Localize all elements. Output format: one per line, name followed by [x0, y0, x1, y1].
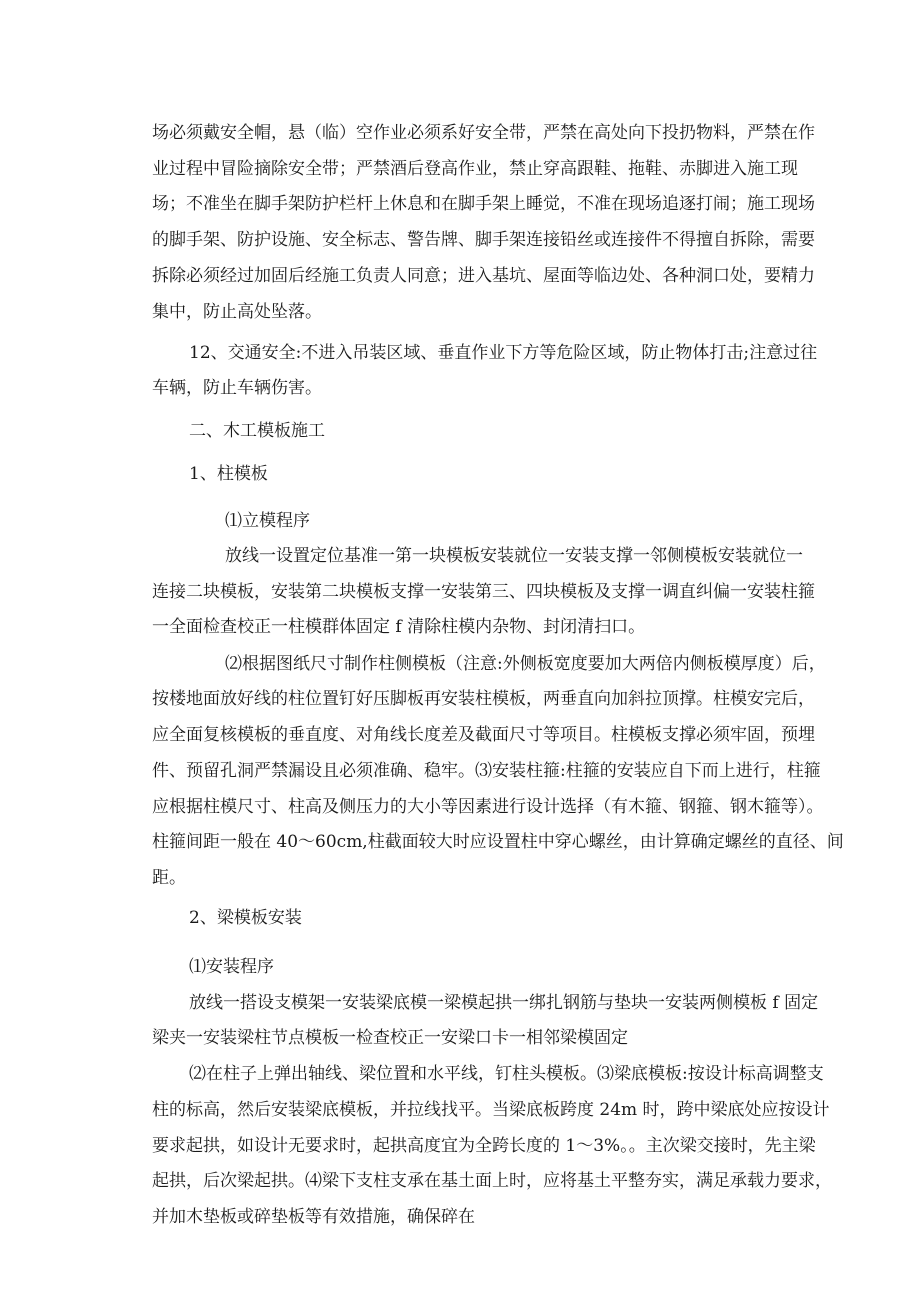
text-line: ⑵在柱子上弹出轴线、梁位置和水平线，钉柱头模板。⑶梁底模板:按设计标高调整支 — [189, 1064, 824, 1084]
text-line: 连接二块模板，安装第二块模板支撑一安装第三、四块模板及支撑一调直纠偏一安装柱箍 — [152, 582, 815, 602]
text-line: 按楼地面放好线的柱位置钉好压脚板再安装柱模板，两垂直向加斜拉顶撑。柱模安完后， — [152, 689, 815, 709]
text-line: 车辆，防止车辆伤害。 — [152, 378, 322, 398]
text-line: 柱箍间距一般在 40～60cm,柱截面较大时应设置柱中穿心螺丝，由计算确定螺丝的直径、间 — [152, 832, 844, 852]
text-line: 一全面检查校正一柱模群体固定 f 清除柱模内杂物、封闭清扫口。 — [152, 617, 646, 637]
text-line: 要求起拱，如设计无要求时，起拱高度宜为全跨长度的 1～3%。。主次梁交接时，先主梁 — [152, 1136, 816, 1156]
text-line: 梁夹一安装梁柱节点模板一检查校正一安梁口卡一相邻梁模固定 — [152, 1028, 628, 1048]
text-line: 的脚手架、防护设施、安全标志、警告牌、脚手架连接铅丝或连接件不得擅自拆除，需要 — [152, 230, 815, 250]
text-line: 应根据柱模尺寸、柱高及侧压力的大小等因素进行设计选择（有木箍、钢箍、钢木箍等）。 — [152, 797, 824, 817]
text-line: 应全面复核模板的垂直度、对角线长度差及截面尺寸等项目。柱模板支撑必须牢固，预埋 — [152, 725, 815, 745]
item-heading: ⑴立模程序 — [225, 511, 310, 531]
text-line: 并加木垫板或碎垫板等有效措施，确保碎在 — [152, 1207, 475, 1227]
text-line: 件、预留孔洞严禁漏设且必须准确、稳牢。⑶安装柱箍:柱箍的安装应自下而上进行，柱箍 — [152, 761, 821, 781]
subsection-heading: 1、柱模板 — [189, 464, 268, 484]
text-line: 放线一搭设支模架一安装梁底模一梁模起拱一绑扎钢筋与垫块一安装两侧模板 f 固定 — [189, 993, 819, 1013]
text-line: 起拱，后次梁起拱。⑷梁下支柱支承在基土面上时，应将基土平整夯实，满足承载力要求， — [152, 1171, 832, 1191]
text-line: 柱的标高，然后安装梁底模板，并拉线找平。当梁底板跨度 24m 时，跨中梁底处应按设计 — [152, 1100, 830, 1120]
text-line: 拆除必须经过加固后经施工负责人同意；进入基坑、屋面等临边处、各种洞口处，要精力 — [152, 266, 815, 286]
text-line: 放线一设置定位基准一第一块模板安装就位一安装支撑一邻侧模板安装就位一 — [225, 546, 803, 566]
text-line: 场必须戴安全帽，悬（临）空作业必须系好安全带，严禁在高处向下投扔物料，严禁在作 — [152, 123, 815, 143]
item-heading: ⑴安装程序 — [189, 957, 274, 977]
text-line: ⑵根据图纸尺寸制作柱侧模板（注意:外侧板宽度要加大两倍内侧板模厚度）后， — [225, 654, 826, 674]
section-heading: 二、木工模板施工 — [189, 421, 325, 441]
text-line: 业过程中冒险摘除安全带；严禁酒后登高作业，禁止穿高跟鞋、拖鞋、赤脚进入施工现 — [152, 159, 798, 179]
subsection-heading: 2、梁模板安装 — [189, 908, 302, 928]
text-line: 距。 — [152, 868, 186, 888]
text-line: 12、交通安全:不进入吊装区域、垂直作业下方等危险区域，防止物体打击;注意过往 — [189, 343, 818, 363]
text-line: 场；不准坐在脚手架防护栏杆上休息和在脚手架上睡觉，不准在现场追逐打闹；施工现场 — [152, 194, 815, 214]
text-line: 集中，防止高处坠落。 — [152, 302, 322, 322]
